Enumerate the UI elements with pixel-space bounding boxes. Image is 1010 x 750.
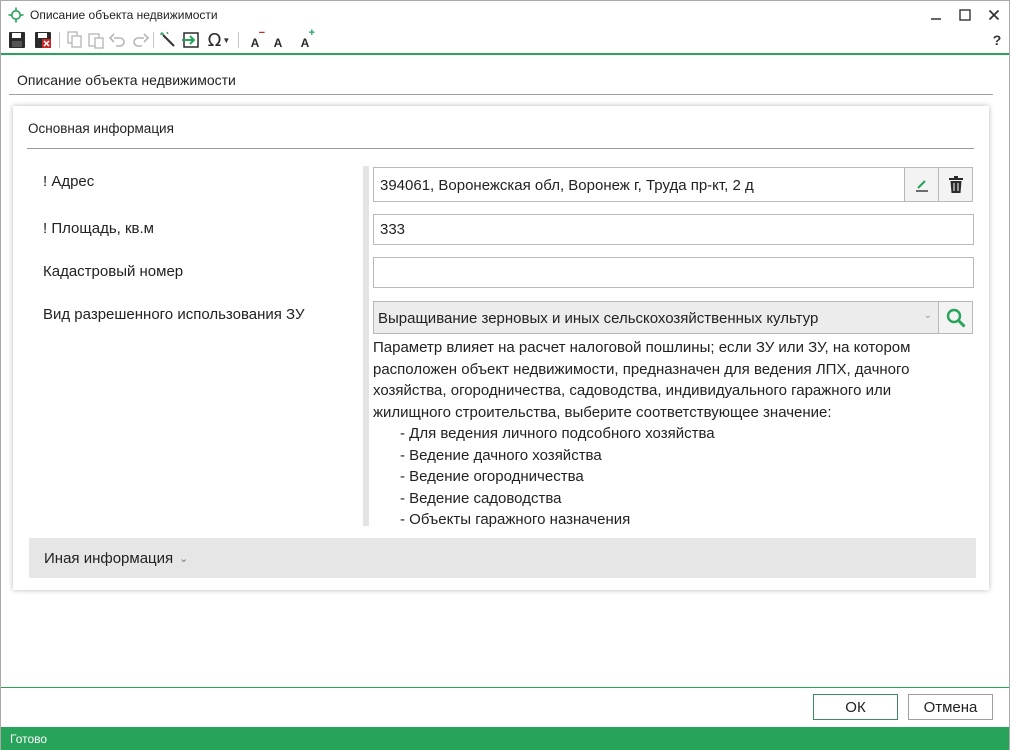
search-icon xyxy=(946,308,966,328)
main-card xyxy=(13,106,989,590)
maximize-icon xyxy=(959,9,971,21)
app-crosshair-icon xyxy=(8,7,24,23)
title-bar xyxy=(1,1,1009,29)
toolbar xyxy=(1,28,1009,53)
save-close-button[interactable] xyxy=(32,29,54,51)
close-icon xyxy=(988,9,1000,21)
help-button[interactable] xyxy=(986,29,1008,51)
area-field[interactable]: 333 xyxy=(373,214,974,245)
status-bar xyxy=(1,727,1009,750)
paste-icon xyxy=(87,31,105,49)
maximize-button[interactable] xyxy=(951,3,979,27)
chevron-down-icon: ⌄ xyxy=(179,552,189,565)
save-close-icon xyxy=(34,31,52,49)
help-list-item: - Ведение огородничества xyxy=(400,468,584,485)
copy-icon xyxy=(65,31,83,49)
other-info-label: Иная информация xyxy=(44,549,174,567)
chevron-down-icon: ▼ xyxy=(222,35,231,45)
font-reset-button[interactable] xyxy=(267,29,289,51)
redo-icon xyxy=(131,31,149,49)
copy-button[interactable] xyxy=(63,29,85,51)
address-field[interactable]: 394061, Воронежская обл, Воронеж г, Труда пр-кт, 2 д xyxy=(373,167,905,202)
toolbar-separator xyxy=(59,32,60,48)
chevron-down-icon: ⌄ xyxy=(923,310,932,321)
ok-button[interactable]: ОК xyxy=(813,694,898,720)
help-paragraph: Параметр влияет на расчет налоговой пошлины; если ЗУ или ЗУ, на котором расположен объект недвижимости, предназначен для ведения ЛПХ, дачного хозяйства, огородничества, садоводства, индивидуального гаражного или жилищного строительства, выберите соответствующее значение: xyxy=(373,339,911,421)
import-button[interactable] xyxy=(180,29,202,51)
column-separator xyxy=(363,166,369,526)
font-increase-button[interactable] xyxy=(294,29,316,51)
save-icon xyxy=(8,31,26,49)
minimize-icon xyxy=(930,9,942,21)
pencil-icon xyxy=(914,177,930,193)
cancel-button[interactable]: Отмена xyxy=(908,694,993,720)
header-divider xyxy=(9,94,993,95)
save-button[interactable] xyxy=(6,29,28,51)
undo-button[interactable] xyxy=(107,29,129,51)
cadastral-number-field[interactable] xyxy=(373,257,974,288)
trash-icon xyxy=(948,176,964,194)
land-use-value: Выращивание зерновых и иных сельскохозяйственных культур xyxy=(378,310,819,327)
other-info-expander[interactable] xyxy=(29,538,976,578)
page-title: Описание объекта недвижимости xyxy=(17,72,236,88)
import-icon xyxy=(182,31,200,49)
undo-icon xyxy=(109,31,127,49)
help-list-item: - Объекты гаражного назначения xyxy=(400,511,631,528)
wand-icon xyxy=(159,31,177,49)
footer-divider xyxy=(1,687,1009,688)
land-use-label: Вид разрешенного использования ЗУ xyxy=(43,306,305,323)
land-use-search-button[interactable] xyxy=(938,301,973,334)
section-divider xyxy=(27,148,974,149)
special-char-button[interactable] xyxy=(204,29,234,51)
font-reset-icon: A xyxy=(273,36,283,50)
toolbar-separator xyxy=(153,32,154,48)
redo-button[interactable] xyxy=(129,29,151,51)
section-title-main: Основная информация xyxy=(28,121,174,136)
font-decrease-icon: A − xyxy=(250,27,266,50)
help-list-item: - Ведение дачного хозяйства xyxy=(400,446,602,464)
land-use-select[interactable] xyxy=(373,301,939,334)
toolbar-divider xyxy=(1,53,1009,55)
help-list-item: - Ведение садоводства xyxy=(400,489,562,507)
land-use-help xyxy=(373,337,973,531)
status-text: Готово xyxy=(10,732,48,746)
address-label: ! Адрес xyxy=(43,173,95,190)
help-icon: ? xyxy=(992,32,1002,48)
font-increase-icon: A + xyxy=(300,27,316,50)
omega-icon: Ω xyxy=(207,29,222,51)
close-button[interactable] xyxy=(980,3,1008,27)
font-decrease-button[interactable] xyxy=(244,29,266,51)
toolbar-separator xyxy=(238,32,239,48)
help-list-item: - Для ведения личного подсобного хозяйства xyxy=(400,425,715,442)
edit-address-button[interactable] xyxy=(904,167,939,202)
magic-wand-button[interactable] xyxy=(157,29,179,51)
clear-address-button[interactable] xyxy=(938,167,973,202)
paste-button[interactable] xyxy=(85,29,107,51)
help-list xyxy=(400,423,973,531)
window-title: Описание объекта недвижимости xyxy=(30,8,218,22)
area-label: ! Площадь, кв.м xyxy=(43,220,154,237)
cadastral-label: Кадастровый номер xyxy=(43,263,184,280)
minimize-button[interactable] xyxy=(922,3,950,27)
